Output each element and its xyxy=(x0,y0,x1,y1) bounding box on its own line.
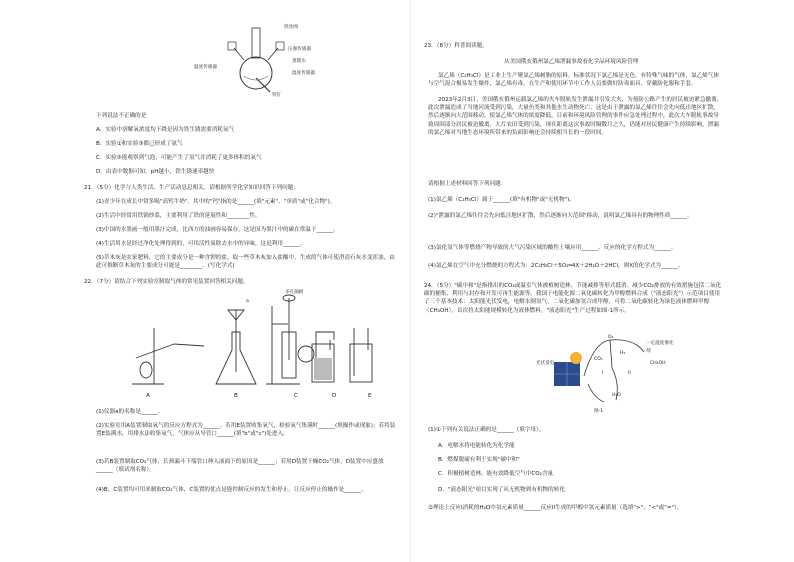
diagram-h2-label: H₂ xyxy=(620,351,626,356)
article-paragraph: 2023年2月3日，美国俄亥俄州运载氯乙烯的火车脱轨发生泄漏并引发大火，为预防公路产生的居民被迫紧急撤离，此次泄漏造成了当地河流受到污染，大量鱼类和其他水生动物死亡。这是由于泄露的氯乙烯往往会先向低洼地区扩散，然后逐渐向大范围移动，使氯乙烯气体的浓度降低，目前和环境风险管理的事件应急处理过程中，此次大车脱轨事故导致周围部分居民被迫撤离，大片农田受到污染，现在距离这次事故时隔数月之久，仍能对居民健康产生持续影响，泄漏的氯乙烯对当地生态环境所带来的负面影响还会持续相当长的一段时间。 xyxy=(428,97,723,136)
q22-line: (4)B、C装置均可用来制取CO₂气体，C装置的优点是能控制反应的发生和停止，让反应停止的操作是______。 xyxy=(96,487,367,493)
apparatus-note: 多孔隔板 xyxy=(285,290,304,295)
diagram-co2-label: CO₂ xyxy=(594,357,603,362)
q21-line: (2)生活中经常用铁锅炒菜，主要利用了铁的延展性和________性。 xyxy=(96,213,261,219)
diagram-reaction-ii: II xyxy=(628,371,631,376)
article-prompt: 请根据上述材料回答下列问题： xyxy=(428,181,507,187)
apparatus-label-b: B xyxy=(234,393,238,399)
article-paragraph: 氯乙烯（C₂H₃Cl）是工业上生产聚氯乙烯树脂的原料。标准状况下氯乙烯是无色，有特殊气味的气体，氯乙烯气体与空气混合极易发生爆炸，氯乙烯有毒，在生产和使用环节中工作人员要做好防毒面具、穿戴防化服和手套。 xyxy=(428,73,719,88)
q22-line: (1)仪器a的名称是______。 xyxy=(96,409,164,415)
left-column xyxy=(84,0,396,562)
article-title: 从美国俄亥俄州氯乙烯泄漏事故看化学品环境风险管理 xyxy=(504,59,639,65)
q23-title: 23．（8分）科普阅读题。 xyxy=(424,43,488,49)
q24-option: B．燃煤脱硫有利于实现"碳中和" xyxy=(438,457,520,463)
apparatus-label-c: C xyxy=(294,393,298,399)
q23-line: (4)氯乙烯在空气中充分燃烧的方程式为：2C₂H₃Cl＋5O₂═4X＋2H₂O＋2HCl，则X的化学式为______。 xyxy=(428,263,684,269)
q20-option: A．实验中溶解氧浓度均下降是因为铁生锈需要消耗氧气 xyxy=(96,127,235,133)
fig-label: 铁丝网 xyxy=(284,25,298,30)
diagram-caption: 图-1 xyxy=(594,409,604,414)
apparatus-label-d: D xyxy=(332,393,337,399)
q21-title: 21．（5分）化学与人类生活、生产活动息息相关。请根据所学化学知识回答下列问题： xyxy=(84,185,299,191)
q20-option: D．由表中数据可知，pH越小，铁生锈速率越快 xyxy=(96,169,215,175)
fig-label: 压强传感器 xyxy=(288,47,311,52)
q21-line: (3)中国的水墨画一般用墨汁完成，比西方的油画容易保存，这是因为墨汁中的碳在常温下______。 xyxy=(96,227,339,233)
q23-line: (1)氯乙烯（C₂H₃Cl）属于______(填"有机物"或"无机物")。 xyxy=(428,197,575,203)
q21-line: (1)青少年在成长中常多喝"高钙牛奶"，其中的"钙"指的是______(填"元素"、"单质"或"化合物")。 xyxy=(96,199,336,205)
right-column xyxy=(424,0,724,562)
fig-label: 蒸馏水 xyxy=(292,59,306,64)
q21-line: (4)生活用水是经过净化处理得到的，可用活性炭除去水中的异味，这是利用______。 xyxy=(96,241,306,247)
fig-label: 温度传感器 xyxy=(194,65,217,70)
q22-line: (3)若B装置制取CO₂气体，长颈漏斗下端管口伸入液面下的原因是______；若用D装置干燥CO₂气体，D装置中应盛放______（填试剂名称）。 xyxy=(96,459,384,474)
apparatus-label-a: A xyxy=(146,393,150,399)
q24-sub1: (1)①下列有关说法正确的是______（填字母）。 xyxy=(428,427,545,433)
q23-line: (3)氯化氢气体等燃烧产物导致的大气污染区域的酸性土壤应用______。反应的化学方程式为______。 xyxy=(428,245,677,251)
q24-option: A．电解水将电能转化为化学能 xyxy=(438,443,515,449)
q24-option: D．"液态阳光"项目实现了从无机物到有机物的转化 xyxy=(438,487,565,493)
diagram-reaction-i: I xyxy=(602,371,604,376)
q23-line: (2)"泄露的氯乙烯往往会先向低洼地区扩散，然后逐渐向大范围"移动，说明氯乙烯具有的物理性质______。 xyxy=(428,213,693,219)
q24-sub2: ②理论上反应I消耗的H₂O中氢元素质量______反应II生成的甲醇中氢元素质量（选填">"、"<"或"="）。 xyxy=(428,505,683,511)
lab-apparatus-figure xyxy=(124,288,384,400)
q24-option: C．积极植树造林，能有效降低空气中CO₂含量 xyxy=(438,471,554,477)
q24-title: 24．（5分）"碳中和"是指排出的CO₂或温室气体被植树造林、节能减排等形式抵消。减少CO₂排放的有效措施包括二氧化碳的捕集、利用与封存和开发可再生能源等。我国于电能化源二氧化碳转化为甲醇燃料合成（"液态阳光"）示范项目使用了三个基本技术：太阳能光伏发电，电解水制氢气，二氧化碳加氢合成甲醇，可将二氧化碳转化为绿色液体燃料甲醇（CH₃OH），首次将太阳能规模转化为液体燃料。"液态阳光"生产过程如图-1所示。 xyxy=(424,283,722,314)
diagram-panel-label: 光伏发电 xyxy=(536,361,555,366)
fig-label: 湿度传感器 xyxy=(292,71,315,76)
apparatus-marker: a xyxy=(246,299,249,304)
diagram-h2o-label: H₂O xyxy=(612,393,621,398)
diagram-o2-label: O₂ xyxy=(608,335,614,340)
apparatus-label-e: E xyxy=(368,393,372,399)
q22-title: 22．（7分）请结合下列实验室制取气体的常见装置回答相关问题。 xyxy=(84,279,249,285)
column-divider xyxy=(410,0,411,562)
q22-line: (2)实验室用A装置制取氧气的反应方程式为______。若用E装置收集氧气，检验氧气集满时______(填操作或现象)；若将装置E装满水，用排水法收集氧气，气体应从导管口______(填"b"或"c")处进入。 xyxy=(96,423,396,438)
fig-caption: 铁钉 xyxy=(272,93,282,98)
diagram-catalyst-label: 一定温度催化剂 xyxy=(646,341,674,355)
q20-option: C．实验③能观察到气泡，可能产生了氢气并消耗了更多体积的氧气 xyxy=(96,155,262,161)
diagram-ch3oh-label: CH₃OH xyxy=(650,361,666,366)
q21-line: (5)草木灰是农家肥料，它的主要成分是一种含钾的盐。取一些草木灰加入盐酸中，生成的气体可使澄清石灰水变浑浊，由此可推断草木灰的主要成分可能是________。(写化学式) xyxy=(96,255,395,270)
q20-option: B．实验①和实验③都已形成了氨气 xyxy=(96,141,183,147)
q20-stem: 下列说法不正确的是 xyxy=(96,113,147,119)
